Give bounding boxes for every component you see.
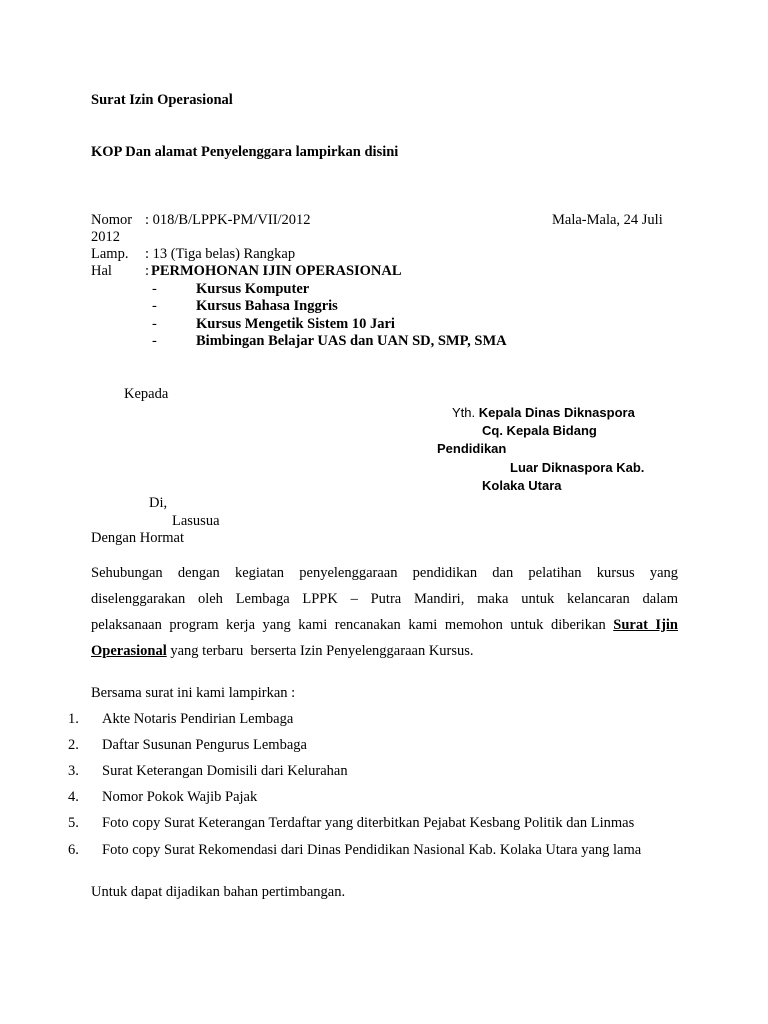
list-number: 4. <box>68 789 79 805</box>
operasional-emphasis: Operasional <box>91 643 167 659</box>
list-text: Foto copy Surat Rekomendasi dari Dinas Pendidikan Nasional Kab. Kolaka Utara yang lama <box>102 842 642 858</box>
bullet-dash: - <box>152 281 157 297</box>
surat-ijin-emphasis: Surat Ijin <box>613 617 678 633</box>
recipient-line-1 <box>452 404 635 421</box>
nomor-value: : 018/B/LPPK-PM/VII/2012 <box>145 212 311 228</box>
di-label: Di, <box>149 495 168 511</box>
course-label: Kursus Komputer <box>196 281 310 297</box>
place-date: Mala-Mala, 24 Juli <box>552 212 663 228</box>
greeting: Dengan Hormat <box>91 530 185 546</box>
course-label: Bimbingan Belajar UAS dan UAN SD, SMP, SMA <box>196 333 507 349</box>
closing-line: Untuk dapat dijadikan bahan pertimbangan. <box>91 884 346 900</box>
body-text: pelaksanaan program kerja yang kami rencanakan kami memohon untuk diberikan <box>91 617 606 633</box>
yth-label: Yth. <box>452 405 476 420</box>
list-number: 1. <box>68 711 79 727</box>
course-label: Kursus Bahasa Inggris <box>196 298 338 314</box>
body-line <box>91 638 678 664</box>
course-label: Kursus Mengetik Sistem 10 Jari <box>196 316 395 332</box>
attachments-intro: Bersama surat ini kami lampirkan : <box>91 685 296 701</box>
body-text: yang terbaru berserta Izin Penyelenggaraan Kursus. <box>166 643 474 659</box>
list-number: 6. <box>68 842 79 858</box>
kepada-label: Kepada <box>124 386 169 402</box>
recipient-line-2: Cq. Kepala Bidang <box>482 423 597 438</box>
list-text: Nomor Pokok Wajib Pajak <box>102 789 258 805</box>
list-text: Daftar Susunan Pengurus Lembaga <box>102 737 307 753</box>
recipient-line-4: Luar Diknaspora Kab. <box>510 460 645 475</box>
doc-title: Surat Izin Operasional <box>91 92 233 108</box>
list-number: 2. <box>68 737 79 753</box>
lamp-value: : 13 (Tiga belas) Rangkap <box>145 246 296 262</box>
bullet-dash: - <box>152 333 157 349</box>
recipient-line-3: Pendidikan <box>437 441 507 456</box>
list-number: 3. <box>68 763 79 779</box>
recipient-city: Lasusua <box>172 513 220 529</box>
bullet-dash: - <box>152 298 157 314</box>
body-line: diselenggarakan oleh Lembaga LPPK – Putra Mandiri, maka untuk kelancaran dalam <box>91 591 678 607</box>
date-year: 2012 <box>91 229 120 245</box>
hal-colon: : <box>145 263 150 279</box>
list-text: Foto copy Surat Keterangan Terdaftar yang diterbitkan Pejabat Kesbang Politik dan Linmas <box>102 815 635 831</box>
recipient-line-5: Kolaka Utara <box>482 478 562 493</box>
list-text: Akte Notaris Pendirian Lembaga <box>102 711 294 727</box>
nomor-label: Nomor <box>91 212 133 228</box>
list-text: Surat Keterangan Domisili dari Kelurahan <box>102 763 348 779</box>
hal-value: PERMOHONAN IJIN OPERASIONAL <box>151 263 402 279</box>
body-line <box>91 612 678 638</box>
body-line: Sehubungan dengan kegiatan penyelenggaraan pendidikan dan pelatihan kursus yang <box>91 565 678 581</box>
kop-note: KOP Dan alamat Penyelenggara lampirkan disini <box>91 144 399 160</box>
recipient-office: Kepala Dinas Diknaspora <box>478 405 635 420</box>
bullet-dash: - <box>152 316 157 332</box>
list-number: 5. <box>68 815 79 831</box>
lamp-label: Lamp. <box>91 246 129 262</box>
hal-label: Hal <box>91 263 112 279</box>
